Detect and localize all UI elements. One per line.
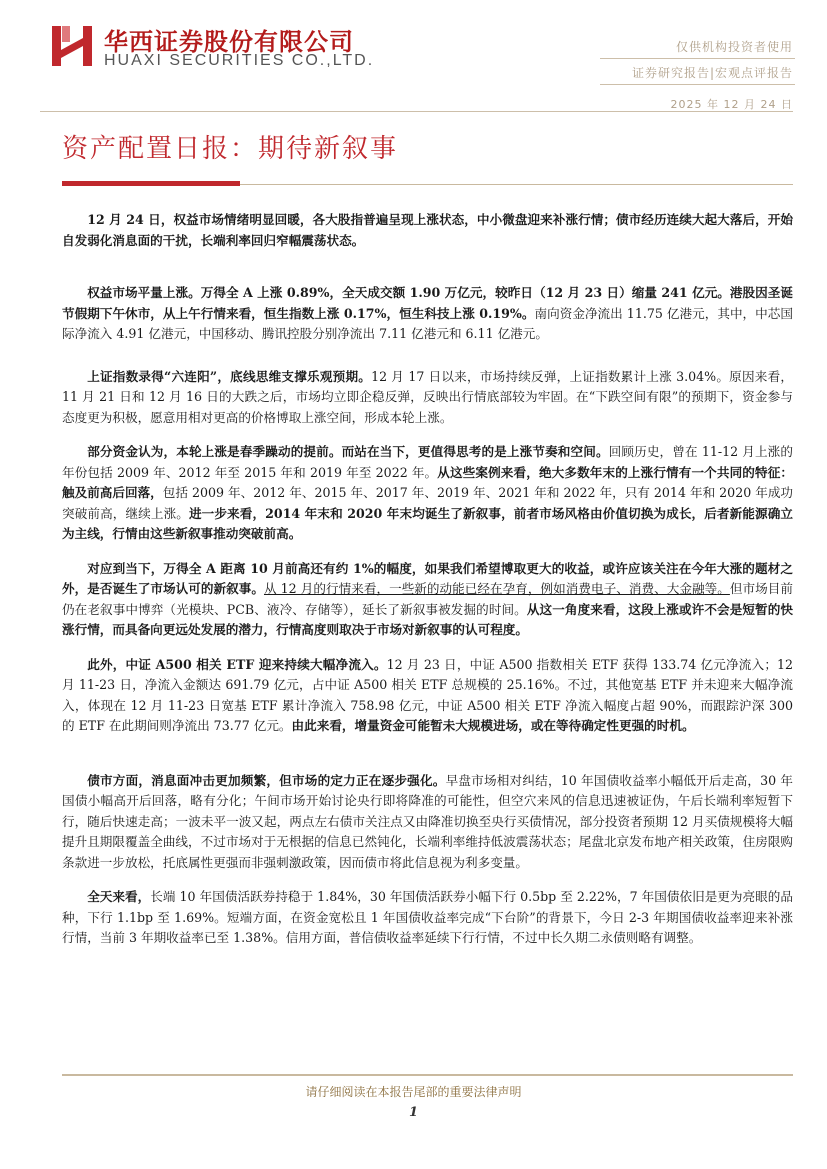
equity-paragraph-4 — [62, 559, 793, 641]
equity-p4-underline: 从 12 月的行情来看，一些新的动能已经在孕育，例如消费电子、消费、大金融等。 — [263, 581, 730, 596]
page-number: 1 — [408, 1105, 419, 1120]
equity-p4-bold-2: 从这一角度来看，这段上涨或许不会是短暂的快涨行情，而具备向更远处发展的潜力，行情高度则取决于市场对新叙事的认可程度。 — [62, 601, 793, 637]
equity-p1-bold: 权益市场平量上涨。万得全 A 上涨 0.89%，全天成交额 1.90 万亿元，较昨日（12 月 23 日）缩量 241 亿元。港股因圣诞节假期下午休市，从上午行情来看，恒生指数上涨 0.17%，恒生科技上涨 0.19%。 — [62, 285, 793, 321]
footer-divider — [62, 1074, 793, 1076]
bond-p2-text: 长端 10 年国债活跃券持稳于 1.84%，30 年国债活跃券小幅下行 0.5bp 至 2.22%，7 年国债依旧是更为亮眼的品种，下行 1.1bp 至 1.69%。短端方面，在资金宽松且 1 年国债收益率完成“下台阶”的背景下，今日 2-3 年期国债收益率迎来补涨行情，当前 3 年期收益率已至 1.38%。信用方面，普信债收益率延续下行行情，不过中长久期二永债则略有调整。 — [62, 889, 793, 945]
title-divider — [240, 184, 793, 185]
legal-disclaimer: 请仔细阅读在本报告尾部的重要法律声明 — [305, 1085, 522, 1099]
bond-paragraph-2 — [62, 887, 793, 949]
equity-p4-text: 但市场目前仍在老叙事中博弈（光模块、PCB、液冷、存储等），延长了新叙事被发掘的时间。 — [62, 581, 793, 617]
equity-paragraph-1 — [62, 283, 793, 345]
equity-p5-text: 12 月 23 日，中证 A500 指数相关 ETF 获得 133.74 亿元净流入；12 月 11-23 日，净流入金额达 691.79 亿元，占中证 A500 相关 ETF 总规模的 25.16%。不过，其他宽基 ETF 并未迎来大幅净流入，体现在 12 月 11-23 日宽基 ETF 累计净流入 758.98 亿元，中证 A500 相关 ETF 净流入幅度占超 90%，而跟踪沪深 300 的 ETF 在此期间则净流出 73.77 亿元。 — [62, 656, 793, 733]
equity-p2-bold: 上证指数录得“六连阳”，底线思维支撑乐观预期。 — [87, 368, 372, 384]
equity-p1-text: 南向资金净流出 11.75 亿港元，其中，中芯国际净流入 4.91 亿港元，中国移动、腾讯控股分别净流出 7.11 亿港元和 6.11 亿港元。 — [62, 305, 793, 341]
report-date: 2025 年 12 月 24 日 — [670, 98, 793, 111]
equity-p4-bold-1: 对应到当下，万得全 A 距离 10 月前高还有约 1%的幅度，如果我们希望博取更大的收益，或许应该关注在今年大涨的题材之外，是否诞生了市场认可的新叙事。 — [62, 560, 793, 596]
summary-paragraph — [62, 210, 793, 251]
equity-p2-text: 12 月 17 日以来，市场持续反弹，上证指数累计上涨 3.04%。原因来看，11 月 21 日和 12 月 16 日的大跌之后，市场均立即企稳反弹，反映出行情底部较为牢固。在“下跌空间有限”的预期下，资金参与态度更为积极，愿意用相对更高的价格博取上涨空间，形成本轮上涨。 — [62, 368, 793, 425]
header-divider — [600, 84, 795, 85]
equity-p3-text-2: 包括 2009 年、2012 年、2015 年、2017 年、2019 年、2021 年和 2022 年，只有 2014 年和 2020 年成功突破前高，继续上涨。 — [62, 485, 794, 521]
equity-paragraph-3 — [62, 442, 793, 545]
bond-p2-bold: 全天来看， — [87, 889, 151, 904]
report-type: 证券研究报告|宏观点评报告 — [631, 66, 793, 80]
bond-paragraph-1 — [62, 771, 793, 874]
equity-paragraph-2 — [62, 367, 793, 429]
bond-p1-text: 早盘市场相对纠结，10 年国债收益率小幅低开后走高，30 年国债小幅高开后回落，略有分化；午间市场开始讨论央行即将降准的可能性，但空穴来风的信息迅速被证伪，午后长端利率短暂下行，随后快速走高；一波未平一波又起，两点左右债市关注点又由降准切换至央行买债情况，部分投资者预期 12 月买债规模将大幅提升且期限覆盖全曲线，不过市场对于无根据的信息已然钝化，长端利率维持低波震荡状态；尾盘北京发布地产相关政策，住房限购条款进一步放松，托底属性更强而非强刺激政策，因而债市将此信息视为利多变量。 — [62, 772, 793, 870]
date-divider — [40, 111, 793, 112]
header-divider — [600, 58, 795, 59]
equity-p5-bold-2: 由此来看，增量资金可能暂未大规模进场，或在等待确定性更强的时机。 — [291, 718, 695, 733]
bond-p1-bold: 债市方面，消息面冲击更加频繁，但市场的定力正在逐步强化。 — [87, 772, 446, 788]
audience-note: 仅供机构投资者使用 — [675, 40, 793, 54]
company-logo-icon — [50, 24, 94, 68]
page-title: 资产配置日报：期待新叙事 — [62, 134, 399, 164]
equity-p3-bold-1: 部分资金认为，本轮上涨是春季躁动的提前。而站在当下，更值得思考的是上涨节奏和空间。 — [87, 444, 609, 459]
equity-p3-bold-3: 进一步来看，2014 年末和 2020 年末均诞生了新叙事，前者市场风格由价值切换为成长，后者新能源确立为主线，行情由这些新叙事推动突破前高。 — [62, 505, 793, 541]
equity-p5-bold-1: 此外，中证 A500 相关 ETF 迎来持续大幅净流入。 — [87, 656, 387, 672]
equity-p3-bold-2: 从这些案例来看，绝大多数年末的上涨行情有一个共同的特征：触及前高后回落， — [62, 464, 794, 500]
equity-p3-text-1: 回顾历史，曾在 11-12 月上涨的年份包括 2009 年、2012 年至 2015 年和 2019 年至 2022 年。 — [62, 444, 793, 480]
report-body — [62, 210, 793, 949]
equity-paragraph-5 — [62, 655, 793, 737]
company-name-cn: 华西证券股份有限公司 — [104, 28, 354, 56]
title-accent-bar — [62, 181, 240, 186]
summary-text: 12 月 24 日，权益市场情绪明显回暖，各大股指普遍呈现上涨状态，中小微盘迎来补涨行情；债市经历连续大起大落后，开始自发弱化消息面的干扰，长端利率回归窄幅震荡状态。 — [62, 212, 793, 248]
company-name-en: HUAXI SECURITIES CO.,LTD. — [104, 52, 375, 69]
